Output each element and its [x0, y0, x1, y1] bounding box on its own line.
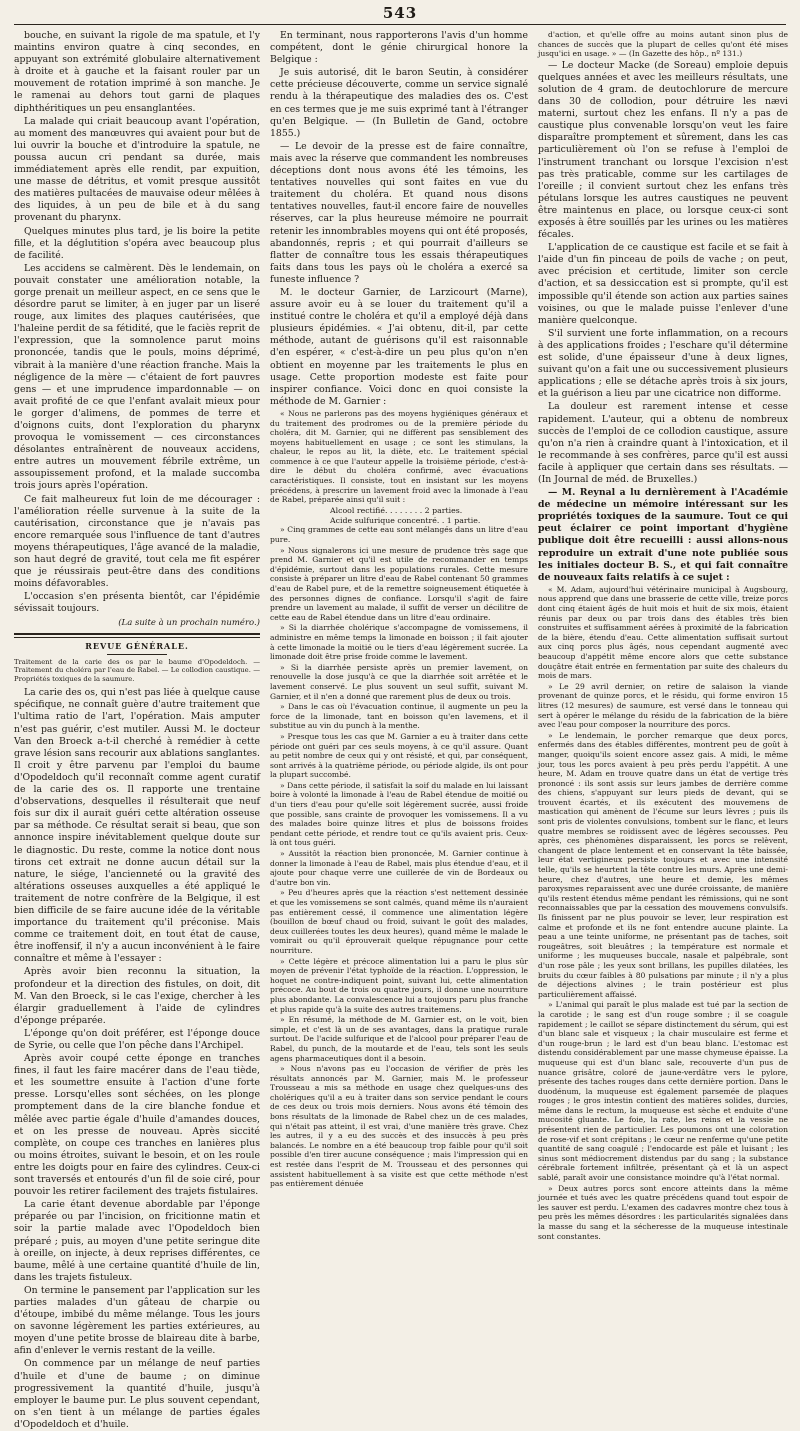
title-rule: [107, 654, 167, 655]
quote-paragraph: » Le 29 avril dernier, on retire de salaison la viande provenant de quinze porcs, et le résidu, qui forme environ 15 litres (12 mesures) de saumure, est versé dans le tonneau qui sert à opérer le mélange du résidu de la fabrication de la bière avec l'eau pour composer la nourriture des porcs.: [538, 681, 788, 730]
formula-line: Alcool rectifié. . . . . . . . 2 parties.: [330, 505, 463, 515]
paragraph: La malade qui criait beaucoup avant l'opération, au moment des manœuvres qui avaient pour but de lui ouvrir la bouche et d'introduire la spatule, ne poussa aucun cri pendant sa durée, mais immédiatement après elle rendit, par expuition, une masse de détritus, et vomit presque aussitôt des matières pultacées de mauvaise odeur mêlées à des liquides, à un peu de bile et à du sang provenant du pharynx.: [14, 115, 260, 224]
column-right: [538, 30, 788, 1241]
quote-paragraph: » Si la diarrhée cholérique s'accompagne de vomissemens, il administre en même temps la limonade en boisson ; il fait ajouter à cette limonade la moitié ou le tiers d'eau légèrement sucrée. La limonade doit être prise froide comme le lavement.: [270, 623, 528, 662]
paragraph: On commence par un mélange de neuf parties d'huile et d'une de baume ; on diminue progressivement la quantité d'huile, jusqu'à employer le baume pur. Le plus souvent cependant, on s'en tient à un mélange de parties égales d'Opodeldoch et d'huile.: [14, 1358, 260, 1430]
paragraph: M. le docteur Garnier, de Larzicourt (Marne), assure avoir eu à se louer du traitement qu'il a institué contre le choléra et qu'il a employé déjà dans plusieurs épidémies. « J'ai obtenu, dit-il, par cette méthode, autant de guérisons qu'il est raisonnable d'en espérer, « c'est-à-dire un peu plus qu'on n'en obtient en moyenne par les traitements le plus en usage. Cette proportion modeste est faite pour inspirer confiance. Voici donc en quoi consiste la méthode de M. Garnier :: [270, 286, 528, 407]
quote-paragraph: « M. Adam, aujourd'hui vétérinaire municipal à Augsbourg, nous apprend que dans une brasserie de cette ville, treize porcs dont cinq étaient âgés de huit mois et huit de six mois, étaient réunis par deux ou par trois dans des étables très bien construites et suffisamment aérées à proximité de la fabrication de la bière, étendu d'eau. Cette alimentation suffisait surtout aux cinq porcs plus âgés, nous cependant augmenté avec beaucoup d'appétit même encore alors que cette substance douçâtre était entrée en fermentation par suite des chaleurs du mois de mars.: [538, 584, 788, 681]
paragraph: — Le devoir de la presse est de faire connaître, mais avec la réserve que commandent les nombreuses déceptions dont nous avons été les témoins, les tentatives nouvelles qui sont faites en vue du traitement du choléra. Et quand nous disons tentatives nouvelles, faut-il encore faire de nouvelles réserves, car la plus heureuse mémoire ne pourrait retenir les innombrables moyens qui ont été proposés, abandonnés, repris ; et qui pourrait d'ailleurs se flatter de connaître tous les essais thérapeutiques faits dans tous les pays où le choléra a exercé sa funeste influence ?: [270, 140, 528, 285]
quote-paragraph: » Dans cette période, il satisfait la soif du malade en lui laissant boire à volonté la limonade à l'eau de Rabel étendue de moitié ou d'un tiers d'eau pour qu'elle soit légèrement sucrée, aussi froide que possible, sans crainte de provoquer les vomissemens. Il a vu des malades boire quinze litres et plus de boissons froides pendant cette période, et rendre tout ce qu'ils avaient pris. Ceux-là ont tous guéri.: [270, 780, 528, 848]
quote-paragraph: » Deux autres porcs sont encore atteints dans la même journée et tués avec les quatre précédens quand tout espoir de les sauver est perdu. L'examen des cadavres montre chez tous à peu près les mêmes désordres : les particularités signalées dans la masse du sang et la sécheresse de la muqueuse intestinale sont constantes.: [538, 1183, 788, 1241]
quote-paragraph: d'action, et qu'elle offre au moins autant sinon plus de chances de succès que la plupart de celles qu'ont été mises jusqu'ici en usage. » — (In Gazette des hôp., nº 131.): [538, 30, 788, 59]
header-rule: [14, 24, 786, 25]
paragraph-intro: — M. Reynal a lu dernièrement à l'Académie de médecine un mémoire intéressant sur les propriétés toxiques de la saumure. Tout ce qui peut éclairer ce point important d'hygiène publique doit être recueilli : aussi allons-nous reproduire un extrait d'une note publiée sous les initiales docteur B. S., et qui fait connaître de nouveaux faits relatifs à ce sujet :: [538, 487, 788, 583]
paragraph: Je suis autorisé, dit le baron Seutin, à considérer cette précieuse découverte, comme un service signalé rendu à la thérapeutique des maladies des os. C'est en ces termes que je me suis exprimé tant à l'étranger qu'en Belgique. — (In Bulletin de Gand, octobre 1855.): [270, 67, 528, 139]
paragraph: L'application de ce caustique est facile et se fait à l'aide d'un fin pinceau de poils de vache ; on peut, avec précision et certitude, limiter son cercle d'action, et sa dessiccation est si prompte, qu'il est impossible qu'il étende son action aux parties saines voisines, ou que le malade puisse l'enlever d'une manière quelconque.: [538, 242, 788, 326]
quote-paragraph: » Si la diarrhée persiste après un premier lavement, on renouvelle la dose jusqu'à ce que la diarrhée soit arrêtée et le lavement conservé. Le plus souvent un seul suffit, suivant M. Garnier, et il n'en a donné que rarement plus de deux ou trois.: [270, 662, 528, 701]
paragraph: On termine le pansement par l'application sur les parties malades d'un gâteau de charpie ou d'étoupe, imbibé du même mélange. Tous les jours on savonne légèrement les parties extérieures, au moyen d'une petite brosse de blaireau dite à barbe, afin d'enlever le vernis restant de la veille.: [14, 1284, 260, 1357]
quote-paragraph: « Nous ne parlerons pas des moyens hygiéniques généraux et du traitement des prodromes ou de la première période du choléra, dit M. Garnier, qui ne diffèrent pas sensiblement des moyens habituellement en usage ; ce sont les stimulans, la chaleur, le repos au lit, la diète, etc. Le traitement spécial commence à ce que l'auteur appelle la troisième période, c'est-à-dire le début du choléra confirmé, avec évacuations caractéristiques. Il consiste, tout en insistant sur les moyens précédens, à prescrire un lavement froid avec la limonade à l'eau de Rabel, préparée ainsi qu'il suit :: [270, 408, 528, 505]
section-separator: [14, 633, 260, 638]
paragraph: L'occasion s'en présenta bientôt, car l'épidémie sévissait toujours.: [14, 591, 260, 615]
column-left: [14, 30, 260, 1430]
quote-paragraph: » Nous signalerons ici une mesure de prudence très sage que prend M. Garnier et qu'il est utile de recommander en temps d'épidémie, surtout dans les populations rurales. Cette mesure consiste à préparer un litre d'eau de Rabel contenant 50 grammes d'eau de Rabel pure, et de la remettre soigneusement étiquetée à des personnes dignes de confiance. Lorsqu'il s'agit de faire prendre un lavement au malade, il suffit de verser un décilitre de cette eau de Rabel étendue dans un litre d'eau ordinaire.: [270, 545, 528, 622]
paragraph: Après avoir coupé cette éponge en tranches fines, il faut les faire macérer dans de l'eau tiède, et les soumettre ensuite à l'action d'une forte presse. Lorsqu'elles sont séchées, on les plonge promptement dans de la cire blanche fondue et mêlée avec partie égale d'huile d'amandes douces, et on les presse de nouveau. Après siccité complète, on coupe ces tranches en lanières plus ou moins étroites, suivant le besoin, et on les roule entre les doigts pour en faire des cylindres. Ceux-ci sont traversés et entourés d'un fil de soie ciré, pour pouvoir les retirer facilement des trajets fistulaires.: [14, 1053, 260, 1198]
quote-paragraph: » Aussitôt la réaction bien prononcée, M. Garnier continue à donner la limonade à l'eau de Rabel, mais plus étendue d'eau, et il ajoute pour chaque verre une cuillerée de vin de Bordeaux ou d'autre bon vin.: [270, 849, 528, 887]
paragraph: Après avoir bien reconnu la situation, la profondeur et la direction des fistules, on doit, dit M. Van den Broeck, si le cas l'exige, chercher à les élargir graduellement à l'aide de cylindres d'éponge préparée.: [14, 966, 260, 1026]
paragraph: En terminant, nous rapporterons l'avis d'un homme compétent, dont le génie chirurgical honore la Belgique :: [270, 30, 528, 66]
quote-paragraph: » Dans le cas où l'évacuation continue, il augmente un peu la force de la limonade, tant en boisson qu'en lavemens, et il substitue au vin du punch à la menthe.: [270, 702, 528, 731]
paragraph: La douleur est rarement intense et cesse rapidement. L'auteur, qui a obtenu de nombreux succès de l'emploi de ce collodion caustique, assure qu'on n'a rien à craindre quant à l'intoxication, et il le recommande à ses confrères, parce qu'il est aussi facile à appliquer que certain dans ses résultats. — (In Journal de méd. de Bruxelles.): [538, 401, 788, 485]
formula: [270, 506, 528, 526]
paragraph: La carie des os, qui n'est pas liée à quelque cause spécifique, ne connaît guère d'autre traitement que l'ultima ratio de l'art, l'opération. Mais amputer n'est pas guérir, c'est mutiler. Aussi M. le docteur Van den Broeck a-t-il cherché à remédier à cette grave lésion sans recourir aux ablations sanglantes. Il croit y être parvenu par l'emploi du baume d'Opodeldoch qu'il reconnaît comme agent curatif de la carie des os. Il rapporte une trentaine d'observations, desquelles il résulterait que neuf fois sur dix il aurait guéri cette altération osseuse par sa méthode. Ce résultat serait si beau, que son annonce inspire inévitablement quelque doute sur le diagnostic. Du reste, comme la notice dont nous tirons cet extrait ne donne aucun détail sur la nature, le siége, l'ancienneté ou la gravité des altérations osseuses auxquelles a été appliqué le traitement de notre confrère de la Belgique, il est bien difficile de se faire aucune idée de la véritable importance du traitement qu'il préconise. Mais comme ce traitement doit, en tout état de cause, être inoffensif, il n'y a aucun inconvénient à le faire connaître et même à l'essayer :: [14, 687, 260, 965]
paragraph: S'il survient une forte inflammation, on a recours à des applications froides ; l'eschare qu'il détermine est solide, d'une épaisseur d'une à deux lignes, suivant qu'on a fait une ou successivement plusieurs applications ; elle se détache après trois à six jours, et la guérison a lieu par une cicatrice non difforme.: [538, 327, 788, 400]
continuation-note: (La suite à un prochain numéro.): [118, 617, 260, 628]
quote-paragraph: » Cinq grammes de cette eau sont mélangés dans un litre d'eau pure.: [270, 525, 528, 545]
quote-paragraph: » Cette légère et précoce alimentation lui a paru le plus sûr moyen de prévenir l'état typhoïde de la réaction. L'oppression, le hoquet ne contre-indiquent point, suivant lui, cette alimentation précoce. Au bout de trois ou quatre jours, il donne une nourriture plus abondante. La convalescence lui a toujours paru plus franche et plus rapide qu'à la suite des autres traitemens.: [270, 956, 528, 1014]
paragraph: Les accidens se calmèrent. Dès le lendemain, on pouvait constater une amélioration notable, la gorge prenait un meilleur aspect, en ce sens que le désordre parut se limiter, à en juger par un liseré rouge, aux limites des plaques cautérisées, que l'haleine perdit de sa fétidité, que le faciès reprit de l'expression, que la somnolence parut moins prononcée, tandis que le pouls, moins déprimé, vibrait à la manière d'une réaction franche. Mais la négligence de la mère — c'étaient de fort pauvres gens — et une imprudence impardonnable — on avait profité de ce que l'enfant avalait mieux pour le gorger d'alimens, de pommes de terre et d'oignons cuits, dont l'exploration du pharynx provoqua le vomissement — ces circonstances désolantes entraînèrent de nouveaux accidens, entre autres un mouvement fébrile extrême, un assoupissement profond, et la malade succomba trois jours après l'opération.: [14, 262, 260, 492]
paragraph: Ce fait malheureux fut loin de me décourager : l'amélioration réelle survenue à la suite de la cautérisation, circonstance que je n'avais pas encore remarquée sous l'influence de tant d'autres moyens thérapeutiques, l'âge avancé de la maladie, son haut degré de gravité, tout cela me fit espérer que je réussirais peut-être dans des conditions moins défavorables.: [14, 493, 260, 590]
paragraph: L'éponge qu'on doit préférer, est l'éponge douce de Syrie, ou celle que l'on pêche dans l'Archipel.: [14, 1027, 260, 1051]
column-middle: [270, 30, 528, 1189]
paragraph: La carie étant devenue abordable par l'éponge préparée ou par l'incision, on fricitionne matin et soir la partie malade avec l'Opodeldoch bien préparé ; puis, au moyen d'une petite seringue dite à oreille, on injecte, à deux reprises différentes, ce baume, mêlé à une certaine quantité d'huile de lin, dans les trajets fistuleux.: [14, 1199, 260, 1283]
quote-paragraph: » Nous n'avons pas eu l'occasion de vérifier de près les résultats annoncés par M. Garnier, mais M. le professeur Trousseau a mis sa méthode en usage chez quelques-uns des cholériques qu'il a eu à traiter dans son service pendant le cours de ces deux ou trois mois derniers. Nous avons été témoin des bons résultats de la limonade de Rabel chez un de ces malades, qui n'était pas atteint, il est vrai, d'une manière très grave. Chez les autres, il y a eu des succès et des insuccès à peu près balancés. Le nombre en a été beaucoup trop faible pour qu'il soit possible d'en tirer aucune conséquence ; mais l'impression qui en est restée dans l'esprit de M. Trousseau et des personnes qui assistent habituellement à sa visite est que cette méthode n'est pas entièrement dénuée: [270, 1064, 528, 1189]
section-summary: Traitement de la carie des os par le baume d'Opodeldoch. — Traitement du choléra par l'eau de Rabel. — Le collodion caustique. — Propriétés toxiques de la saumure.: [14, 657, 260, 683]
paragraph: bouche, en suivant la rigole de ma spatule, et l'y maintins environ quatre à cinq secondes, en appuyant son extrémité globulaire alternativement à droite et à gauche et la faisant rouler par un mouvement de rotation imprimé à son manche. Je le ramenai au dehors tout garni de plaques diphthéritiques un peu ensanglantées.: [14, 30, 260, 114]
quote-paragraph: » En résumé, la méthode de M. Garnier est, on le voit, bien simple, et c'est là un de ses avantages, dans la pratique rurale surtout. De l'acide sulfurique et de l'alcool pour préparer l'eau de Rabel, du punch, de la moutarde et de l'eau, tels sont les seuls agens pharmaceutiques dont il a besoin.: [270, 1015, 528, 1063]
section-title: REVUE GÉNÉRALE.: [85, 640, 189, 651]
quote-paragraph: » Le lendemain, le porcher remarque que deux porcs, enfermés dans des étables différentes, montrent peu de goût à manger, quoiqu'ils soient encore assez gais. A midi, le même jour, tous les porcs avaient à peu près perdu l'appétit. A une heure, M. Adam en trouve quatre dans un état de vertige très prononcé : ils sont assis sur leurs jambes de derrière comme des chiens, s'appuyant sur leurs pieds de devant, qui se trouvent écartés, et ils exécutent des mouvemens de mastication qui amènent de l'écume sur leurs lèvres ; puis ils sont pris de violentes convulsions, tombent sur le flanc, et leurs quatre membres se roidissent avec de légères secousses. Peu après, ces phénomènes disparaissent, les porcs se relèvent, changent de place lentement et en conservant la tête baissée, leur état vertigineux persiste toujours et avec une intensité telle, qu'ils se heurtent la tête contre les murs. Après une demi-heure, chez d'autres, une heure et demie, les mêmes paroxysmes reparaissent avec une durée croissante, de manière qu'ils restent étendus même pendant les rémissions, qui ne sont reconnaissables que par la cessation des mouvemens convulsifs. Ils finissent par ne plus pouvoir se lever, leur respiration est calme et profonde et ils ne font entendre aucune plainte. La peau a une teinte uniforme, ne présentant pas de taches, soit rougeâtres, soit bleuâtres ; la température est normale et uniforme ; les muqueuses buccale, nasale et palpébrale, sont d'un rose pâle ; les yeux sont brillans, les pupilles dilatées, les bruits du cœur faibles à 80 pulsations par minute ; il n'y a plus de déjections alvines ; le train postérieur est plus particulièrement affaissé.: [538, 730, 788, 999]
quote-paragraph: » Presque tous les cas que M. Garnier a eu à traiter dans cette période ont guéri par ces seuls moyens, à ce qu'il assure. Quant au petit nombre de ceux qui y ont résisté, et qui, par conséquent, sont arrivés à la quatrième période, ou période algide, ils ont pour la plupart succombé.: [270, 731, 528, 780]
page-number: 543: [382, 4, 418, 22]
quote-paragraph: » Peu d'heures après que la réaction s'est nettement dessinée et que les vomissemens se sont calmés, quand même ils n'auraient pas entièrement cessé, il commence une alimentation légère (bouillon de bœuf chaud ou froid, suivant le goût des malades, deux cuillerées toutes les deux heures), quand même le malade le vomirait ou qu'il éprouverait quelque répugnance pour cette nourriture.: [270, 888, 528, 955]
paragraph: — Le docteur Macke (de Soreau) emploie depuis quelques années et avec les meilleurs résultats, une solution de 4 gram. de deutochlorure de mercure dans 30 de collodion, pour détruire les nævi materni, surtout chez les enfans. Il n'y a pas de caustique plus convenable lorsqu'on veut les faire disparaître promptement et sûrement, dans les cas particulièrement où l'on se refuse à l'emploi de l'instrument tranchant ou lorsque l'excision n'est pas très praticable, comme sur les cartilages de l'oreille ; il convient surtout chez les enfans très pétulans lorsque les autres caustiques ne peuvent être maintenus en place, ou lorsque ceux-ci sont exposés à être souillés par les urines ou les matières fécales.: [538, 59, 788, 241]
quote-paragraph: » L'animal qui paraît le plus malade est tué par la section de la carotide ; le sang est d'un rouge sombre ; il se coagule rapidement ; le caillot se sépare distinctement du sérum, qui est d'un blanc sale et visqueux ; la chair musculaire est ferme et d'un rouge-brun ; le lard est d'un beau blanc. L'estomac est distendu considérablement par une masse chymeuse épaisse. La muqueuse qui est d'un blanc sale, recouverte d'un pus de nuance grisâtre, coloré de jaune-verdâtre vers le pylore, présente des taches rouges dans cette dernière portion. Dans le duodénum, la muqueuse est également parsemée de plaques rouges ; le gros intestin contient des matières solides, durcies, même dans le rectum, la muqueuse est sèche et enduite d'une mucosité gluante. Le foie, la rate, les reins et la vessie ne présentent rien de particulier. Les poumons ont une coloration de rose-vif et sont crépitans ; le cœur ne renferme qu'une petite quantité de sang coagulé ; l'endocarde est pâle et luisant ; les sinus sont médiocrement distendus par du sang ; la substance cérébrale fortement infiltrée, présentant çà et là un aspect sablé, paraît avoir une consistance moindre qu'à l'état normal.: [538, 1000, 788, 1183]
paragraph: Quelques minutes plus tard, je lis boire la petite fille, et la déglutition s'opéra avec beaucoup plus de facilité.: [14, 225, 260, 261]
formula-line: Acide sulfurique concentré. . 1 partie.: [330, 515, 481, 525]
